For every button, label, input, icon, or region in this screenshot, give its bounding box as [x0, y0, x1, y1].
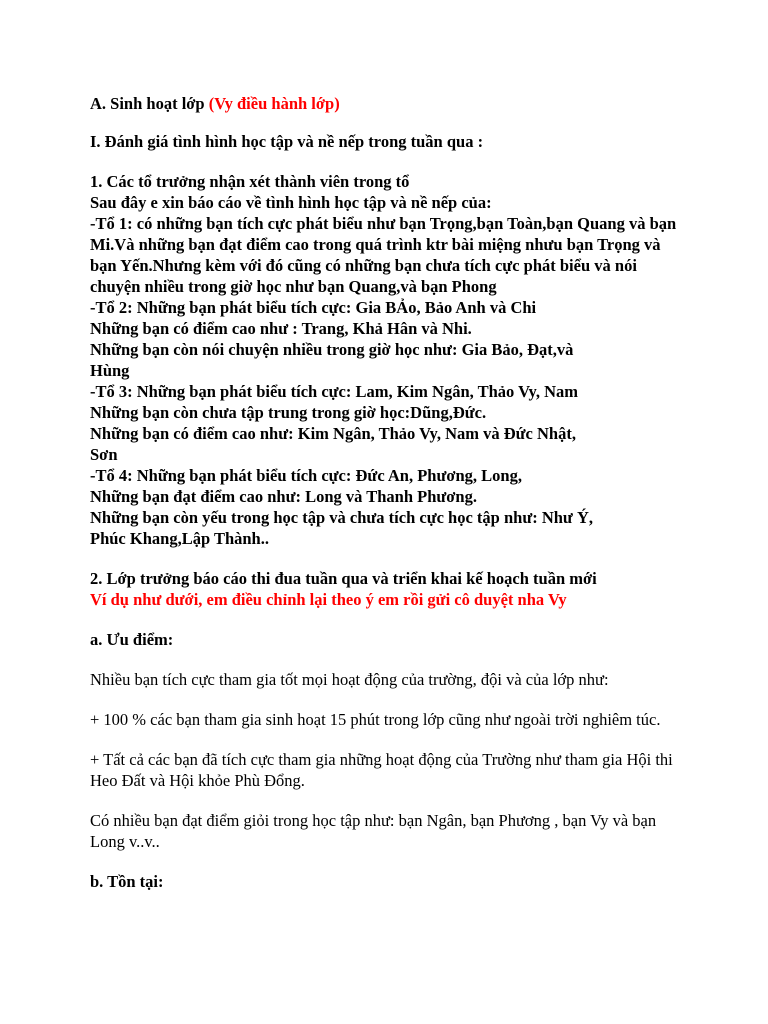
part-1-title: 1. Các tổ trưởng nhận xét thành viên trong tổ	[90, 172, 410, 191]
to-4-line-2: Những bạn đạt điểm cao như: Long và Thanh Phương.	[90, 487, 477, 506]
uu-diem-paragraph-4: Có nhiều bạn đạt điểm giỏi trong học tập như: bạn Ngân, bạn Phương , bạn Vy và bạn Long v..v..	[90, 811, 657, 851]
to-2-line-2: Những bạn có điểm cao như : Trang, Khả Hân và Nhi.	[90, 319, 472, 338]
part-2-title: 2. Lớp trưởng báo cáo thi đua tuần qua và triển khai kế hoạch tuần mới	[90, 569, 597, 588]
uu-diem-paragraph-1: Nhiều bạn tích cực tham gia tốt mọi hoạt động của trường, đội và của lớp như:	[90, 670, 609, 689]
section-1-title: I. Đánh giá tình hình học tập và nề nếp trong tuần qua :	[90, 132, 484, 151]
heading-a-prefix: A. Sinh hoạt lớp	[90, 94, 209, 113]
uu-diem-paragraph-3: + Tất cả các bạn đã tích cực tham gia những hoạt động của Trường như tham gia Hội thi Heo Đất và Hội khỏe Phù Đổng.	[90, 750, 673, 790]
to-2-line-1: -Tổ 2: Những bạn phát biểu tích cực: Gia BẢo, Bảo Anh và Chi	[90, 298, 537, 317]
part-1-intro: Sau đây e xin báo cáo về tình hình học tập và nề nếp của:	[90, 193, 492, 212]
document-body	[90, 93, 690, 892]
to-4-line-1: -Tổ 4: Những bạn phát biểu tích cực: Đức An, Phương, Long,	[90, 466, 522, 485]
to-4-line-3-cont: Phúc Khang,Lập Thành..	[90, 529, 269, 548]
to-3-line-3-cont: Sơn	[90, 445, 118, 464]
uu-diem-title: a. Ưu điểm:	[90, 630, 174, 649]
heading-a-highlight: (Vy điều hành lớp)	[208, 94, 340, 113]
to-4-line-3: Những bạn còn yếu trong học tập và chưa tích cực học tập như: Như Ý,	[90, 508, 594, 527]
to-1-report: -Tổ 1: có những bạn tích cực phát biểu như bạn Trọng,bạn Toàn,bạn Quang và bạn Mi.Và những bạn đạt điểm cao trong quá trình ktr bài miệng nhưu bạn Trọng và bạn Yến.Nhưng kèm với đó cũng có những bạn chưa tích cực phát biểu và nói chuyện nhiều trong giờ học như bạn Quang,và bạn Phong	[90, 214, 677, 296]
to-3-line-3: Những bạn có điểm cao như: Kim Ngân, Thảo Vy, Nam và Đức Nhật,	[90, 424, 576, 443]
to-2-line-3: Những bạn còn nói chuyện nhiều trong giờ học như: Gia Bảo, Đạt,và	[90, 340, 574, 359]
part-2-note: Ví dụ như dưới, em điều chỉnh lại theo ý em rồi gửi cô duyệt nha Vy	[90, 590, 567, 609]
to-3-line-1: -Tổ 3: Những bạn phát biểu tích cực: Lam, Kim Ngân, Thảo Vy, Nam	[90, 382, 578, 401]
uu-diem-paragraph-2: + 100 % các bạn tham gia sinh hoạt 15 phút trong lớp cũng như ngoài trời nghiêm túc.	[90, 710, 661, 729]
to-3-line-2: Những bạn còn chưa tập trung trong giờ học:Dũng,Đức.	[90, 403, 487, 422]
to-2-line-3-cont: Hùng	[90, 361, 130, 380]
ton-tai-title: b. Tồn tại:	[90, 872, 164, 891]
heading-a	[90, 93, 690, 114]
